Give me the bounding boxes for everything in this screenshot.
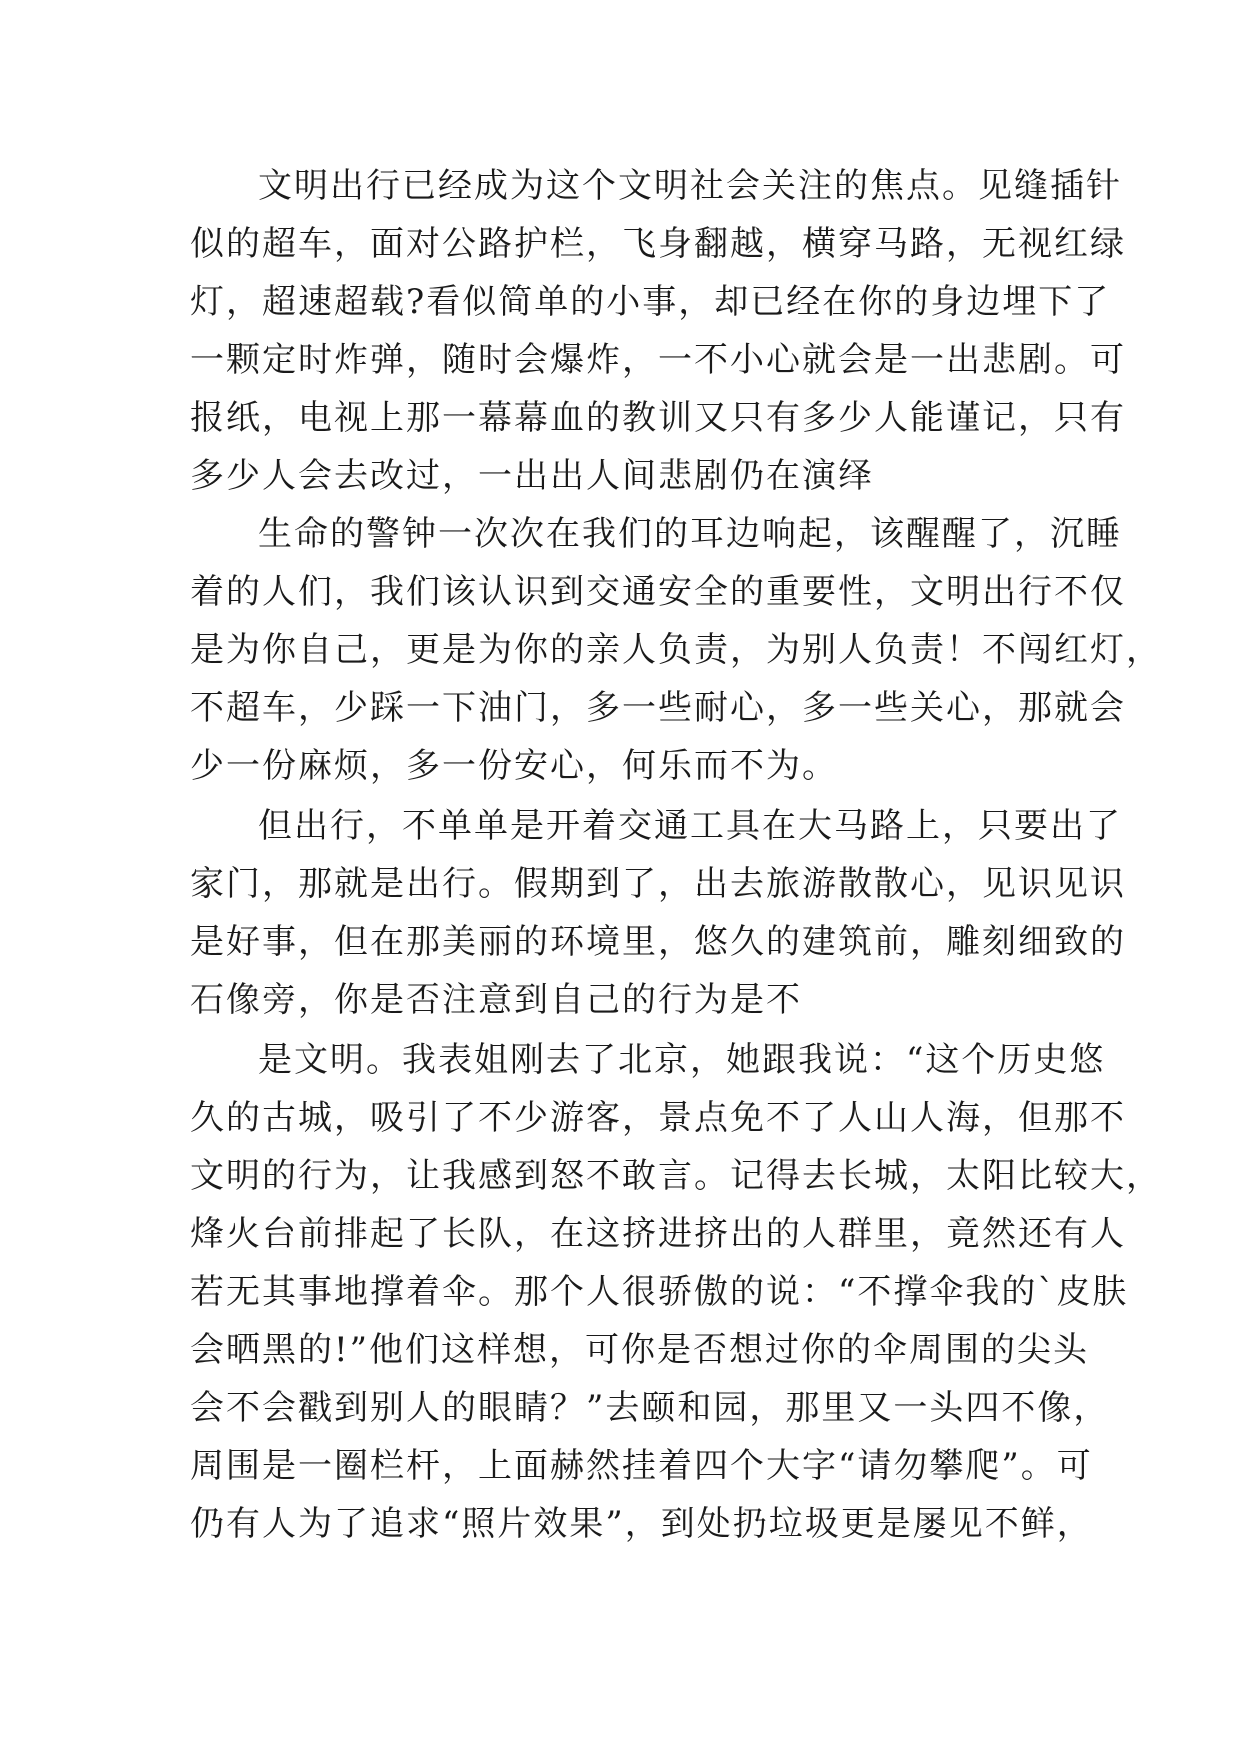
paragraph-4-line-8: 周围是一圈栏杆，上面赫然挂着四个大字“请勿攀爬”。可 bbox=[190, 1446, 1093, 1486]
paragraph-2-line-5: 少一份麻烦，多一份安心，何乐而不为。 bbox=[190, 746, 838, 786]
paragraph-2-line-3: 是为你自己，更是为你的亲人负责，为别人负责！不闯红灯， bbox=[190, 630, 1162, 670]
paragraph-1-line-2: 似的超车，面对公路护栏，飞身翻越，横穿马路，无视红绿 bbox=[190, 224, 1126, 264]
paragraph-4-line-7: 会不会戳到别人的眼睛？”去颐和园，那里又一头四不像， bbox=[190, 1388, 1110, 1428]
paragraph-4-line-2: 久的古城，吸引了不少游客，景点免不了人山人海，但那不 bbox=[190, 1098, 1126, 1138]
paragraph-4-line-9: 仍有人为了追求“照片效果”，到处扔垃圾更是屡见不鲜， bbox=[190, 1504, 1093, 1544]
paragraph-2-line-4: 不超车，少踩一下油门，多一些耐心，多一些关心，那就会 bbox=[190, 688, 1126, 728]
paragraph-4-line-4: 烽火台前排起了长队，在这挤进挤出的人群里，竟然还有人 bbox=[190, 1214, 1126, 1254]
paragraph-1-line-6: 多少人会去改过，一出出人间悲剧仍在演绎 bbox=[190, 456, 874, 496]
paragraph-1-line-4: 一颗定时炸弹，随时会爆炸，一不小心就会是一出悲剧。可 bbox=[190, 340, 1126, 380]
paragraph-3-line-3: 是好事，但在那美丽的环境里，悠久的建筑前，雕刻细致的 bbox=[190, 922, 1126, 962]
paragraph-1-line-5: 报纸，电视上那一幕幕血的教训又只有多少人能谨记，只有 bbox=[190, 398, 1126, 438]
paragraph-3-line-2: 家门，那就是出行。假期到了，出去旅游散散心，见识见识 bbox=[190, 864, 1126, 904]
paragraph-1-line-3: 灯，超速超载?看似简单的小事，却已经在你的身边埋下了 bbox=[190, 282, 1111, 322]
paragraph-1-line-1: 文明出行已经成为这个文明社会关注的焦点。见缝插针 bbox=[258, 166, 1122, 206]
paragraph-4-line-1: 是文明。我表姐刚去了北京，她跟我说：“这个历史悠 bbox=[258, 1040, 1106, 1080]
paragraph-2-line-1: 生命的警钟一次次在我们的耳边响起，该醒醒了，沉睡 bbox=[258, 514, 1122, 554]
paragraph-2-line-2: 着的人们，我们该认识到交通安全的重要性，文明出行不仅 bbox=[190, 572, 1126, 612]
paragraph-3-line-1: 但出行，不单单是开着交通工具在大马路上，只要出了 bbox=[258, 806, 1122, 846]
paragraph-4-line-5: 若无其事地撑着伞。那个人很骄傲的说：“不撑伞我的`皮肤 bbox=[190, 1272, 1129, 1312]
paragraph-4-line-6: 会晒黑的!”他们这样想，可你是否想过你的伞周围的尖头 bbox=[190, 1330, 1090, 1370]
paragraph-4-line-3: 文明的行为，让我感到怒不敢言。记得去长城，太阳比较大， bbox=[190, 1156, 1162, 1196]
paragraph-3-line-4: 石像旁，你是否注意到自己的行为是不 bbox=[190, 980, 802, 1020]
